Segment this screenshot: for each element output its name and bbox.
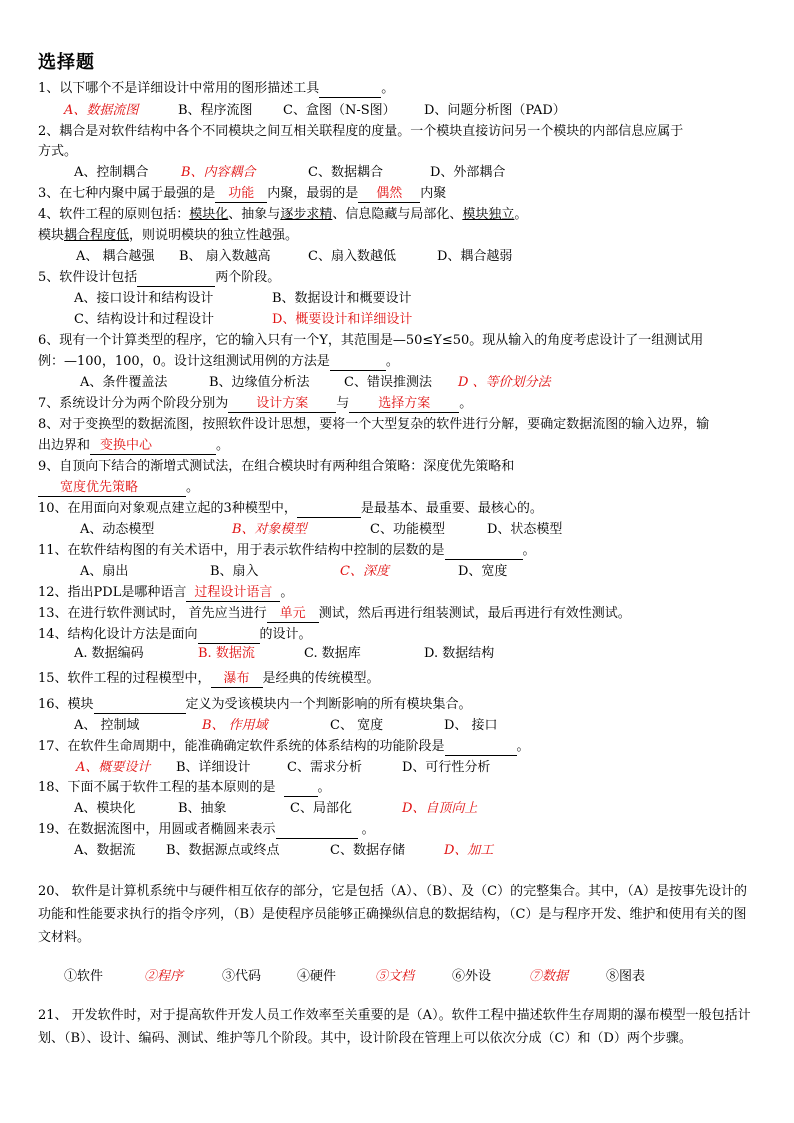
q18-stem: 18、下面不属于软件工程的基本原则的是 。 [38, 780, 331, 795]
q11-option-b: B、扇入 [210, 564, 259, 579]
q16-option-b: B、 作用域 [202, 718, 268, 733]
q17-option-d: D、可行性分析 [402, 760, 491, 775]
q2-option-b: B、内容耦合 [181, 165, 256, 180]
q3-answer-1: 功能 [215, 186, 267, 203]
q19-option-b: B、数据源点或终点 [166, 843, 280, 858]
q10-option-a: A、动态模型 [80, 522, 155, 537]
q5-option-b: B、数据设计和概要设计 [272, 291, 412, 306]
q20-option-1: ①软件 [64, 969, 104, 984]
q10-stem: 10、在用面向对象观点建立起的3种模型中， 是最基本、最重要、最核心的。 [38, 501, 543, 516]
q16-stem: 16、模块 定义为受该模块内一个判断影响的所有模块集合。 [38, 697, 472, 712]
q3-answer-2: 偶然 [358, 186, 420, 203]
q7-answer-2: 选择方案 [349, 396, 459, 413]
q20-option-5: ⑤文档 [375, 969, 415, 984]
q13-answer: 单元 [267, 606, 319, 623]
q11-option-d: D、宽度 [458, 564, 508, 579]
q1-option-b: B、程序流图 [178, 103, 253, 118]
q2-stem-line1: 2、耦合是对软件结构中各个不同模块之间互相关联程度的度量。一个模块直接访问另一个模块的内部信息应属于 [38, 124, 684, 139]
q8-stem-line1: 8、对于变换型的数据流图，按照软件设计思想，要将一个大型复杂的软件进行分解，要确定数据流图的输入边界，输 [38, 417, 710, 432]
q21-stem: 21、 开发软件时，对于提高软件开发人员工作效率至关重要的是（A）。软件工程中描述软件生存周期的瀑布模型一般包括计划、（B）、设计、编码、测试、维护等几个阶段。其中，设计阶段在管理上可以依次分成（C）和（D）两个步骤。 [38, 1008, 751, 1046]
q10-option-b: B、对象模型 [232, 522, 307, 537]
q20-option-6: ⑥外设 [452, 969, 492, 984]
q20-option-4: ④硬件 [297, 969, 337, 984]
q13-stem: 13、在进行软件测试时， 首先应当进行 单元 测试，然后再进行组装测试，最后再进行有效性测试。 [38, 606, 631, 621]
q19-option-d: D、加工 [444, 843, 494, 858]
q17-option-b: B、详细设计 [176, 760, 251, 775]
q18-option-c: C、局部化 [290, 801, 352, 816]
q6-stem-line2: 例：—100，100，0。设计这组测试用例的方法是 。 [38, 354, 399, 369]
q14-stem: 14、结构化设计方法是面向 的设计。 [38, 627, 312, 642]
q2-option-d: D、外部耦合 [430, 165, 506, 180]
q4-stem-line1: 4、软件工程的原则包括：模块化、抽象与逐步求精、信息隐藏与局部化、模块独立。 [38, 207, 528, 222]
q18-option-b: B、抽象 [178, 801, 227, 816]
q19-option-a: A、数据流 [74, 843, 136, 858]
q8-answer: 变换中心 [90, 438, 216, 455]
page-title: 选择题 [38, 52, 95, 73]
q11-stem: 11、在软件结构图的有关术语中，用于表示软件结构中控制的层数的是 。 [38, 543, 536, 558]
q5-option-d: D、概要设计和详细设计 [272, 312, 413, 327]
q4-option-a: A、 耦合越强 [76, 249, 155, 264]
q14-option-b: B. 数据流 [198, 646, 255, 661]
q1-stem: 1、以下哪个不是详细设计中常用的图形描述工具 。 [38, 81, 395, 96]
q4-option-d: D、耦合越弱 [437, 249, 513, 264]
q16-option-d: D、 接口 [444, 718, 498, 733]
q20-option-8: ⑧图表 [606, 969, 646, 984]
q7-answer-1: 设计方案 [228, 396, 336, 413]
q18-option-a: A、模块化 [74, 801, 136, 816]
q19-option-c: C、数据存储 [330, 843, 405, 858]
q6-option-a: A、条件覆盖法 [80, 375, 168, 390]
q14-option-d: D. 数据结构 [424, 646, 495, 661]
q20-option-7: ⑦数据 [529, 969, 569, 984]
q7-stem: 7、系统设计分为两个阶段分别为 设计方案 与 选择方案 。 [38, 396, 473, 411]
q5-option-c: C、结构设计和过程设计 [74, 312, 214, 327]
q6-stem-line1: 6、现有一个计算类型的程序，它的输入只有一个Y，其范围是—50≤Y≤50。现从输入的角度考虑设计了一组测试用 [38, 333, 704, 348]
q15-stem: 15、软件工程的过程模型中， 瀑布 是经典的传统模型。 [38, 671, 380, 686]
q4-stem-line2: 模块耦合程度低，则说明模块的独立性越强。 [38, 228, 299, 243]
q4-option-b: B、 扇入数越高 [179, 249, 271, 264]
q12-answer: 过程设计语言 [186, 585, 280, 602]
q1-option-d: D、问题分析图（PAD） [424, 103, 566, 118]
q1-option-c: C、盒图（N-S图） [283, 103, 396, 118]
q5-option-a: A、接口设计和结构设计 [74, 291, 214, 306]
q14-option-a: A. 数据编码 [74, 646, 144, 661]
q20-stem: 20、 软件是计算机系统中与硬件相互依存的部分，它是包括（A）、（B）、及（C）的完整集合。其中，（A）是按事先设计的功能和性能要求执行的指令序列，（B）是使程序员能够正确操纵信息的数据结构，（C）是与程序开发、维护和使用有关的图文材料。 [38, 884, 747, 945]
q6-option-d: D 、等价划分法 [458, 375, 551, 390]
q6-option-c: C、错误推测法 [344, 375, 432, 390]
q15-answer: 瀑布 [211, 671, 263, 688]
q5-stem: 5、软件设计包括 两个阶段。 [38, 270, 281, 285]
q4-option-c: C、扇入数越低 [308, 249, 396, 264]
q11-option-c: C、深度 [340, 564, 389, 579]
q3-stem: 3、在七种内聚中属于最强的是 功能 内聚，最弱的是 偶然 内聚 [38, 186, 447, 201]
q9-stem-line1: 9、自顶向下结合的渐增式测试法，在组合模块时有两种组合策略：深度优先策略和 [38, 459, 515, 474]
q18-option-d: D、自顶向上 [402, 801, 478, 816]
q6-option-b: B、边缘值分析法 [209, 375, 310, 390]
q17-option-a: A、概要设计 [76, 760, 151, 775]
q16-option-a: A、 控制域 [74, 718, 140, 733]
q12-stem: 12、指出PDL是哪种语言 过程设计语言 。 [38, 585, 294, 600]
q10-option-d: D、状态模型 [487, 522, 563, 537]
q9-stem-line2: 宽度优先策略 。 [38, 479, 199, 497]
q16-option-c: C、 宽度 [330, 718, 384, 733]
q2-option-a: A、控制耦合 [74, 165, 149, 180]
q19-stem: 19、在数据流图中，用圆或者椭圆来表示 。 [38, 822, 375, 837]
q17-stem: 17、在软件生命周期中，能准确确定软件系统的体系结构的功能阶段是 。 [38, 739, 530, 754]
q14-option-c: C. 数据库 [304, 646, 361, 661]
q20-option-2: ②程序 [144, 969, 184, 984]
q11-option-a: A、扇出 [80, 564, 129, 579]
q2-stem-line2: 方式。 [38, 144, 78, 159]
q10-option-c: C、功能模型 [370, 522, 445, 537]
q1-option-a: A、数据流图 [64, 103, 139, 118]
q2-option-c: C、数据耦合 [308, 165, 383, 180]
q8-stem-line2: 出边界和 变换中心 。 [38, 438, 230, 453]
q20-option-3: ③代码 [222, 969, 262, 984]
q17-option-c: C、需求分析 [287, 760, 362, 775]
q9-answer: 宽度优先策略 [38, 480, 186, 497]
